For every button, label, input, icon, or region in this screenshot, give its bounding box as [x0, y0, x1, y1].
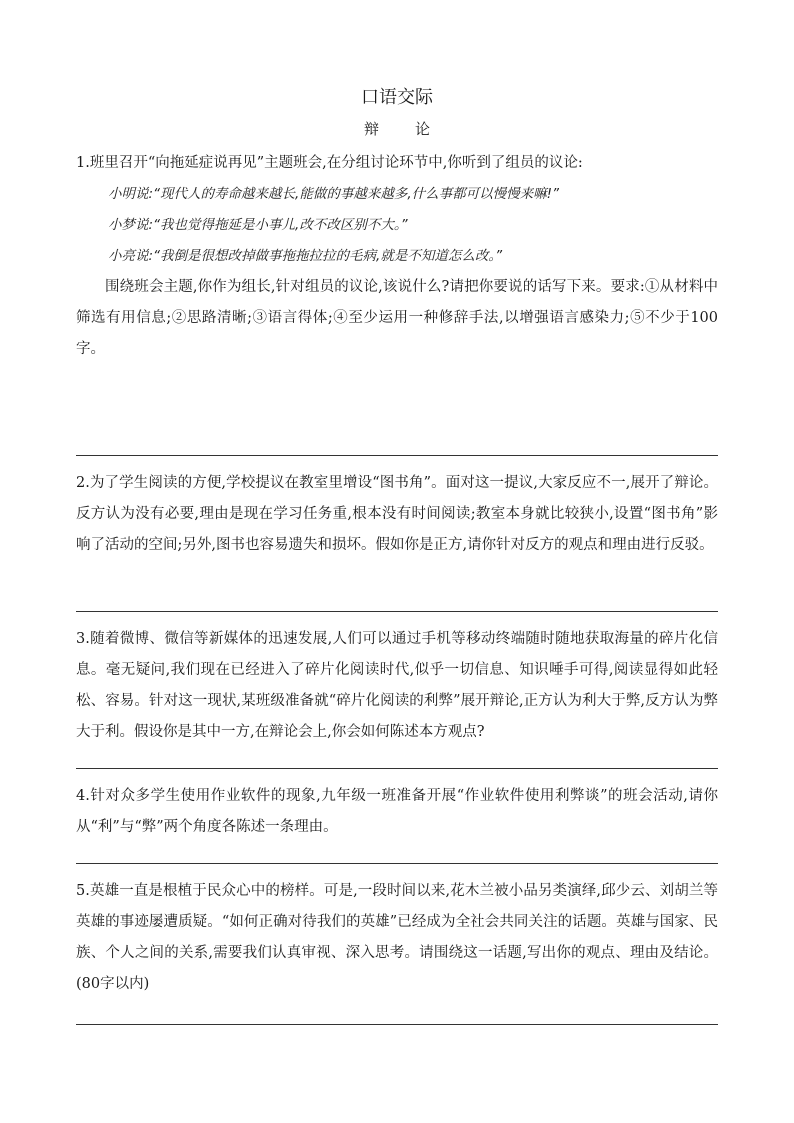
worksheet-page: [76, 84, 718, 1025]
question-5-text: 5.英雄一直是根植于民众心中的榜样。可是,一段时间以来,花木兰被小品另类演绎,邱少云、刘胡兰等英雄的事迹屡遭质疑。“如何正确对待我们的英雄”已经成为全社会共同关注的话题。英雄与国家、民族、个人之间的关系,需要我们认真审视、深入思考。请围绕这一话题,写出你的观点、理由及结论。(80字以内): [76, 883, 718, 992]
quote-xiaoming: 小明说:“现代人的寿命越来越长,能做的事越来越多,什么事都可以慢慢来嘛!”: [108, 186, 560, 202]
subtitle-char-1: 辩: [363, 120, 379, 138]
answer-line-5[interactable]: [76, 1024, 718, 1025]
question-3: [76, 612, 718, 768]
page-subtitle: [76, 116, 718, 142]
question-4-text: 4.针对众多学生使用作业软件的现象,九年级一班准备开展“作业软件使用利弊谈”的班会活动,请你从“利”与“弊”两个角度各陈述一条理由。: [76, 788, 718, 835]
question-2: [76, 456, 718, 611]
question-4: [76, 769, 718, 863]
question-1-task: 围绕班会主题,你作为组长,针对组员的议论,该说什么?请把你要说的话写下来。要求:①从材料中筛选有用信息;②思路清晰;③语言得体;④至少运用一种修辞手法,以增强语言感染力;⑤不少于100字。: [76, 279, 718, 357]
question-3-text: 3.随着微博、微信等新媒体的迅速发展,人们可以通过手机等移动终端随时随地获取海量的碎片化信息。毫无疑问,我们现在已经进入了碎片化阅读时代,似乎一切信息、知识唾手可得,阅读显得如此轻松、容易。针对这一现状,某班级准备就“碎片化阅读的利弊”展开辩论,正方认为利大于弊,反方认为弊大于利。假设你是其中一方,在辩论会上,你会如何陈述本方观点?: [76, 631, 718, 740]
subtitle-char-2: 论: [415, 120, 431, 138]
question-5: [76, 864, 718, 1024]
quote-xiaomeng: 小梦说:“我也觉得拖延是小事儿,改不改区别不大。”: [108, 217, 408, 233]
quote-xiaoliang: 小亮说:“我倒是很想改掉做事拖拖拉拉的毛病,就是不知道怎么改。”: [108, 248, 503, 264]
question-2-text: 2.为了学生阅读的方便,学校提议在教室里增设“图书角”。面对这一提议,大家反应不一,展开了辩论。反方认为没有必要,理由是现在学习任务重,根本没有时间阅读;教室本身就比较狭小,设置“图书角”影响了活动的空间;另外,图书也容易遗失和损坏。假如你是正方,请你针对反方的观点和理由进行反驳。: [76, 475, 718, 553]
question-1: [76, 148, 718, 455]
question-1-stem: 1.班里召开“向拖延症说再见”主题班会,在分组讨论环节中,你听到了组员的议论:: [76, 155, 583, 171]
page-title: 口语交际: [361, 87, 433, 108]
